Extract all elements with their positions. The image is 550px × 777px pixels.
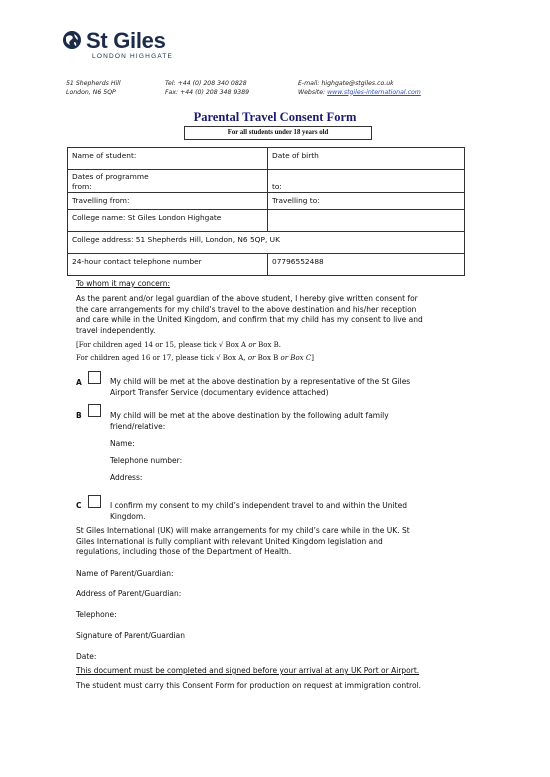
- care-paragraph: St Giles International (UK) will make arrangements for my child’s care while in the UK. St Giles International is fully compliant with relevant United Kingdom legislation and regulations, including those of the Department of Health.: [76, 526, 410, 556]
- signature-field[interactable]: Signature of Parent/Guardian: [76, 631, 186, 640]
- student-details-table: [67, 147, 465, 276]
- option-c-text: I confirm my consent to my child’s independent travel to and within the United Kingdom.: [110, 501, 407, 521]
- telephone-field[interactable]: Telephone:: [76, 610, 117, 619]
- website-link[interactable]: www.stgiles-international.com: [327, 88, 421, 96]
- consent-paragraph: As the parent and/or legal guardian of the above student, I hereby give written consent for the care arrangements for my child’s travel to the above destination and his/her reception and care while in the United Kingdom, and confirm that my child has my consent to live and travel independently.: [76, 294, 423, 335]
- completion-notice: This document must be completed and signed before your arrival at any UK Port or Airport.: [76, 666, 420, 675]
- phone-label-cell: 24-hour contact telephone number: [68, 254, 268, 276]
- option-a-label: A: [76, 378, 82, 387]
- email: E-mail: highgate@stgiles.co.uk: [298, 80, 394, 87]
- logo-subtitle: LONDON HIGHGATE: [92, 53, 174, 60]
- dob-cell[interactable]: Date of birth: [268, 148, 465, 170]
- address-block: [66, 80, 121, 97]
- phone-value-cell: 07796552488: [268, 254, 465, 276]
- name-cell[interactable]: Name of student:: [68, 148, 268, 170]
- age-instruction-2: For children aged 16 or 17, please tick √ Box A, or Box B or Box C]: [76, 354, 314, 362]
- parent-address-field[interactable]: Address of Parent/Guardian:: [76, 589, 182, 598]
- option-b-text: My child will be met at the above destination by the following adult family friend/relative:: [110, 411, 389, 431]
- option-b-checkbox[interactable]: [88, 404, 101, 417]
- age-instruction-1: [For children aged 14 or 15, please tick √ Box A or Box B.: [76, 341, 282, 349]
- salutation: To whom it may concern:: [76, 279, 171, 288]
- page-subtitle: For all students under 18 years old: [184, 126, 372, 140]
- tel: Tel: +44 (0) 208 340 0828: [165, 80, 247, 87]
- travel-to-cell[interactable]: Travelling to:: [268, 193, 465, 210]
- website-label: Website:: [298, 88, 328, 96]
- web-block: [298, 80, 421, 97]
- option-c-checkbox[interactable]: [88, 495, 101, 508]
- option-c-label: C: [76, 501, 82, 510]
- option-b-telephone[interactable]: Telephone number:: [110, 456, 183, 465]
- dates-from-cell[interactable]: Dates of programme from:: [68, 170, 268, 193]
- option-b-name[interactable]: Name:: [110, 439, 135, 448]
- page-title: Parental Travel Consent Form: [193, 110, 357, 124]
- travel-from-cell[interactable]: Travelling from:: [68, 193, 268, 210]
- phone-block: [165, 80, 249, 97]
- college-address-cell: College address: 51 Shepherds Hill, London, N6 5QP, UK: [68, 232, 465, 254]
- logo-brand: St Giles: [86, 28, 166, 53]
- parent-name-field[interactable]: Name of Parent/Guardian:: [76, 569, 174, 578]
- option-a-checkbox[interactable]: [88, 371, 101, 384]
- empty-cell: [268, 210, 465, 232]
- option-b-address[interactable]: Address:: [110, 473, 143, 482]
- date-field[interactable]: Date:: [76, 652, 97, 661]
- town: London, N6 5QP: [66, 88, 116, 96]
- option-a-text: My child will be met at the above destination by a representative of the St Giles Airport Transfer Service (documentary evidence attached): [110, 377, 411, 397]
- carry-notice: The student must carry this Consent Form for production on request at immigration control.: [76, 681, 422, 690]
- dates-to-cell[interactable]: to:: [268, 170, 465, 193]
- college-name-cell: College name: St Giles London Highgate: [68, 210, 268, 232]
- street: 51 Shepherds Hill: [66, 80, 121, 87]
- option-b-label: B: [76, 411, 82, 420]
- globe-icon: [62, 30, 82, 50]
- fax: Fax: +44 (0) 208 348 9389: [165, 88, 250, 96]
